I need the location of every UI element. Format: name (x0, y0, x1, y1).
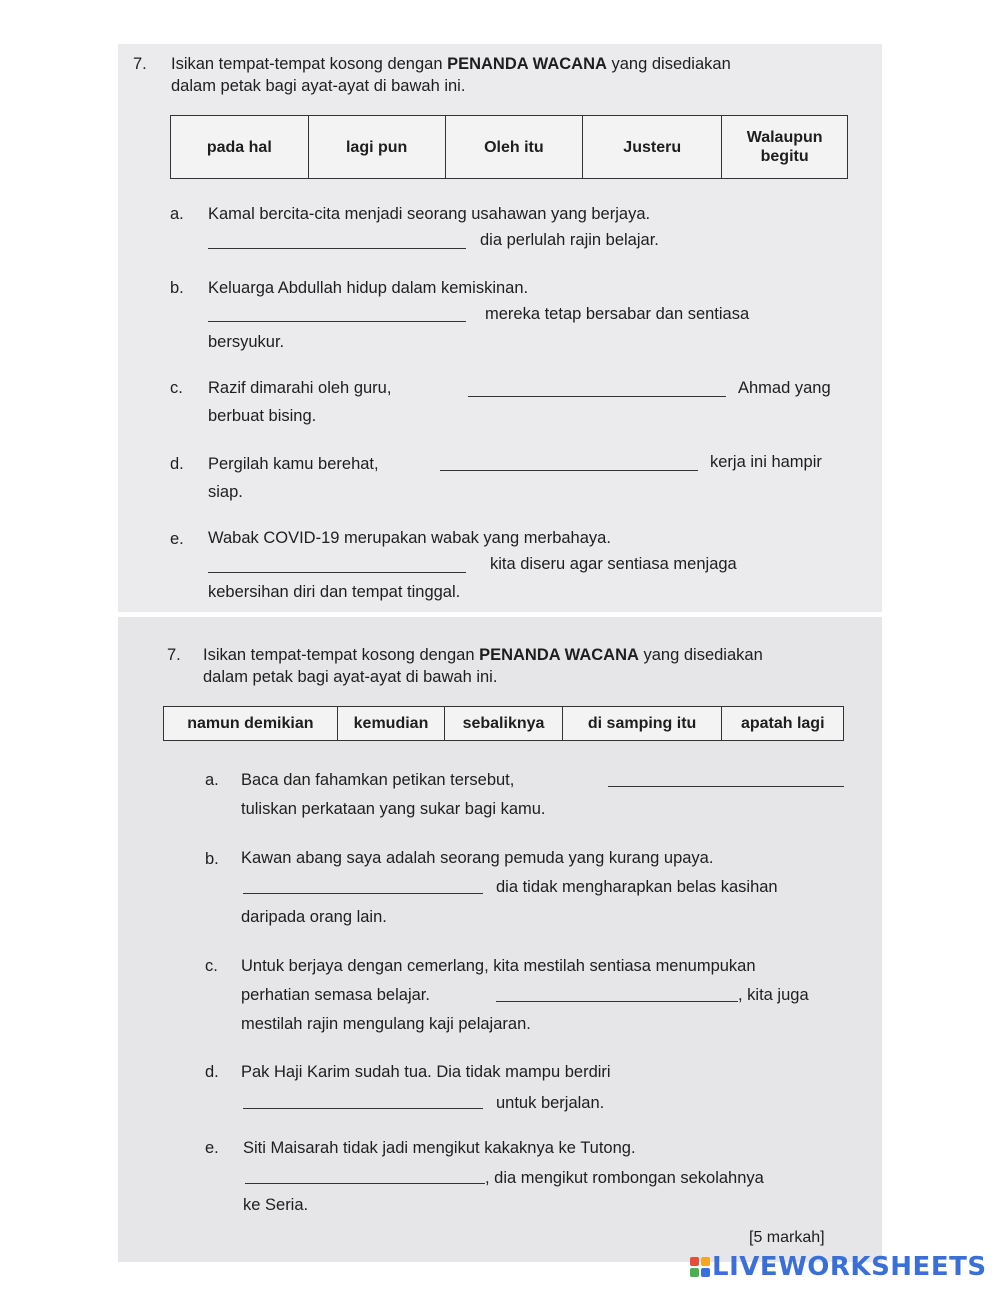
answer-blank[interactable] (243, 893, 483, 894)
item-text: kita diseru agar sentiasa menjaga (490, 555, 737, 573)
item-text: siap. (208, 483, 243, 501)
item-text: dia tidak mengharapkan belas kasihan (496, 878, 778, 896)
item-text: Untuk berjaya dengan cemerlang, kita mestilah sentiasa menumpukan (241, 957, 756, 975)
item-text: kerja ini hampir (710, 453, 822, 471)
word-option[interactable]: lagi pun (308, 116, 445, 179)
item-text: daripada orang lain. (241, 908, 387, 926)
word-option[interactable]: sebaliknya (445, 707, 563, 741)
item-text: Kawan abang saya adalah seorang pemuda yang kurang upaya. (241, 849, 714, 867)
instruction-2: Isikan tempat-tempat kosong dengan PENANDA WACANA yang disediakan dalam petak bagi ayat-ayat di bawah ini. (203, 646, 763, 686)
liveworksheets-logo (690, 1252, 987, 1282)
item-label: d. (205, 1063, 219, 1081)
item-label: b. (205, 850, 219, 868)
item-text: mestilah rajin mengulang kaji pelajaran. (241, 1015, 531, 1033)
item-label: c. (205, 957, 218, 975)
item-text: berbuat bising. (208, 407, 317, 425)
word-option[interactable]: Walaupun begitu (722, 116, 848, 179)
item-text: dia perlulah rajin belajar. (480, 231, 659, 249)
answer-blank[interactable] (208, 321, 466, 322)
item-label: c. (170, 379, 183, 397)
item-text: kebersihan diri dan tempat tinggal. (208, 583, 461, 601)
answer-blank[interactable] (440, 470, 698, 471)
word-bank-1 (170, 115, 848, 179)
item-text: perhatian semasa belajar. (241, 986, 430, 1004)
item-text: Pergilah kamu berehat, (208, 455, 379, 473)
question-number-1: 7. (133, 55, 147, 73)
marks-label: [5 markah] (749, 1229, 825, 1246)
answer-blank[interactable] (208, 248, 466, 249)
answer-blank[interactable] (243, 1108, 483, 1109)
item-text: Baca dan fahamkan petikan tersebut, (241, 771, 515, 789)
logo-grid-icon (690, 1257, 710, 1277)
item-label: b. (170, 279, 184, 297)
word-bank-2 (163, 706, 844, 741)
instruction-1: Isikan tempat-tempat kosong dengan PENANDA WACANA yang disediakan dalam petak bagi ayat-ayat di bawah ini. (171, 55, 731, 95)
item-text: , kita juga (738, 986, 809, 1004)
word-option[interactable]: di samping itu (562, 707, 722, 741)
question-number-2: 7. (167, 646, 181, 664)
item-text: Pak Haji Karim sudah tua. Dia tidak mampu berdiri (241, 1063, 611, 1081)
item-text: tuliskan perkataan yang sukar bagi kamu. (241, 800, 546, 818)
item-label: e. (205, 1139, 219, 1157)
item-text: untuk berjalan. (496, 1094, 605, 1112)
item-text: Keluarga Abdullah hidup dalam kemiskinan. (208, 279, 529, 297)
answer-blank[interactable] (496, 1001, 738, 1002)
answer-blank[interactable] (245, 1183, 485, 1184)
item-text: Ahmad yang (738, 379, 831, 397)
item-text: Wabak COVID-19 merupakan wabak yang merbahaya. (208, 529, 611, 547)
item-text: ke Seria. (243, 1196, 309, 1214)
item-label: a. (170, 205, 184, 223)
word-option[interactable]: Justeru (583, 116, 722, 179)
item-label: e. (170, 530, 184, 548)
answer-blank[interactable] (208, 572, 466, 573)
item-text: mereka tetap bersabar dan sentiasa (485, 305, 750, 323)
word-option[interactable]: pada hal (171, 116, 309, 179)
word-option[interactable]: kemudian (337, 707, 444, 741)
item-text: bersyukur. (208, 333, 285, 351)
item-text: Siti Maisarah tidak jadi mengikut kakaknya ke Tutong. (243, 1139, 636, 1157)
item-text: , dia mengikut rombongan sekolahnya (485, 1169, 764, 1187)
item-label: a. (205, 771, 219, 789)
item-text: Kamal bercita-cita menjadi seorang usahawan yang berjaya. (208, 205, 651, 223)
item-text: Razif dimarahi oleh guru, (208, 379, 392, 397)
item-label: d. (170, 455, 184, 473)
answer-blank[interactable] (468, 396, 726, 397)
word-option[interactable]: Oleh itu (445, 116, 582, 179)
word-option[interactable]: namun demikian (164, 707, 338, 741)
word-option[interactable]: apatah lagi (722, 707, 844, 741)
answer-blank[interactable] (608, 786, 844, 787)
logo-text: LIVEWORKSHEETS (712, 1252, 987, 1282)
